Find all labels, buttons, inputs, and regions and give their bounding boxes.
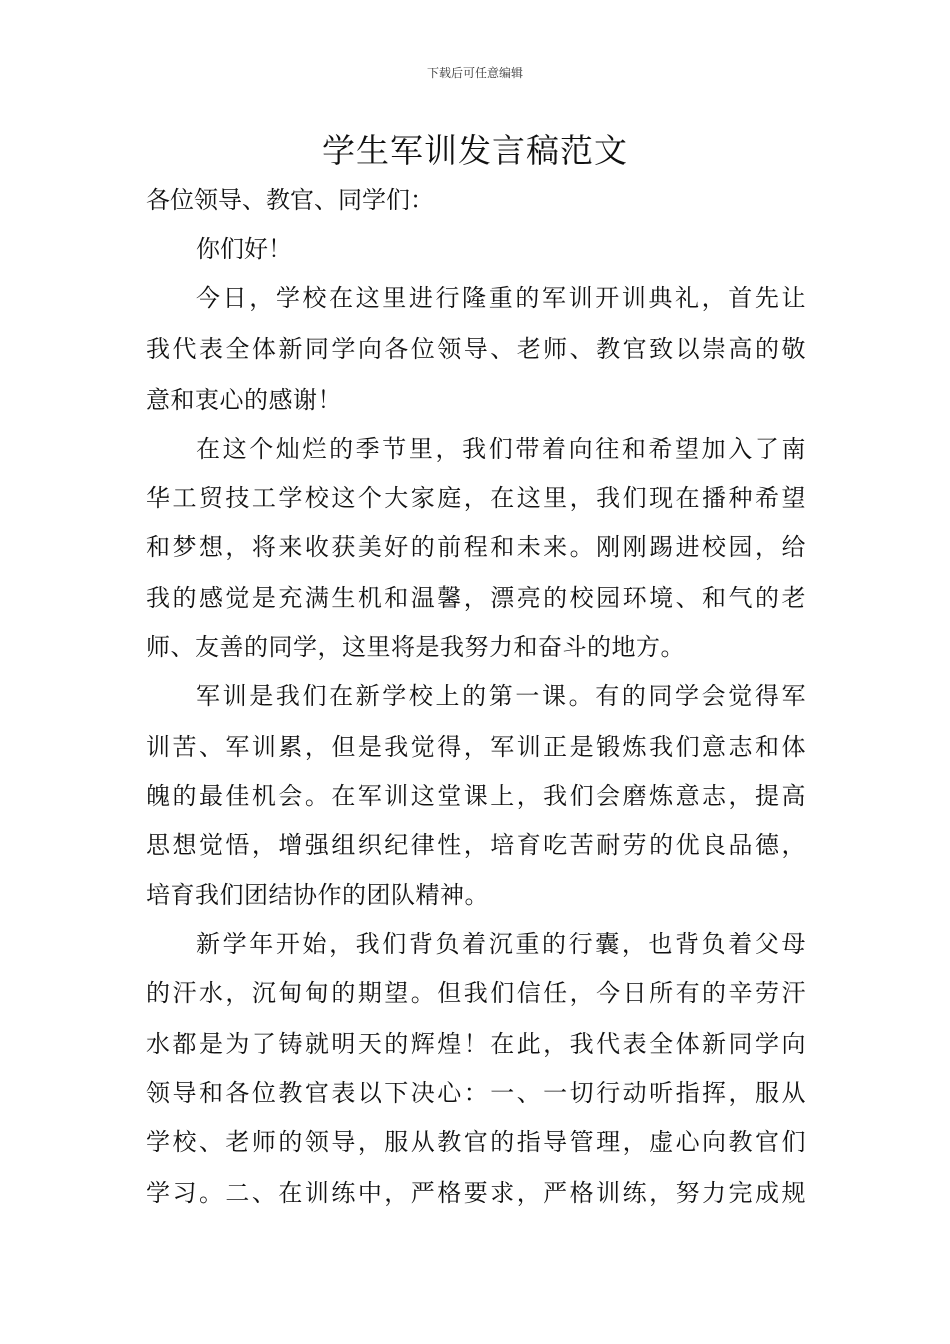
- paragraph-3-line-2: 训苦、军训累，但是我觉得，军训正是锻炼我们意志和体: [146, 733, 806, 761]
- paragraph-4-line-6: 学习。二、在训练中，严格要求，严格训练，努力完成规: [146, 1179, 806, 1207]
- paragraph-2-line-5: 师、友善的同学，这里将是我努力和奋斗的地方。: [146, 633, 685, 661]
- paragraph-2-line-4: 我的感觉是充满生机和温馨，漂亮的校园环境、和气的老: [146, 584, 806, 612]
- paragraph-4-line-3: 水都是为了铸就明天的辉煌！在此，我代表全体新同学向: [146, 1030, 806, 1058]
- document-title: 学生军训发言稿范文: [322, 131, 628, 170]
- paragraph-3-line-5: 培育我们团结协作的团队精神。: [146, 881, 489, 909]
- paragraph-1-line-3: 意和衷心的感谢！: [146, 386, 342, 414]
- greeting: 你们好！: [196, 235, 292, 263]
- header-note: 下载后可任意编辑: [426, 66, 523, 80]
- paragraph-4-line-5: 学校、老师的领导，服从教官的指导管理，虚心向教官们: [146, 1128, 806, 1156]
- paragraph-2-line-3: 和梦想，将来收获美好的前程和未来。刚刚踢进校园，给: [146, 533, 806, 561]
- paragraph-4-line-4: 领导和各位教官表以下决心：一、一切行动听指挥，服从: [146, 1079, 806, 1107]
- paragraph-3-line-3: 魄的最佳机会。在军训这堂课上，我们会磨炼意志，提高: [146, 782, 806, 810]
- paragraph-3-line-4: 思想觉悟，增强组织纪律性，培育吃苦耐劳的优良品德，: [146, 831, 806, 859]
- paragraph-2-line-2: 华工贸技工学校这个大家庭，在这里，我们现在播种希望: [146, 484, 806, 512]
- paragraph-4-line-2: 的汗水，沉甸甸的期望。但我们信任，今日所有的辛劳汗: [146, 979, 806, 1007]
- paragraph-2-line-1: 在这个灿烂的季节里，我们带着向往和希望加入了南: [196, 435, 806, 463]
- salutation: 各位领导、教官、同学们：: [146, 186, 434, 214]
- paragraph-1-line-1: 今日，学校在这里进行隆重的军训开训典礼，首先让: [196, 284, 806, 312]
- paragraph-1-line-2: 我代表全体新同学向各位领导、老师、教官致以崇高的敬: [146, 335, 806, 363]
- paragraph-4-line-1: 新学年开始，我们背负着沉重的行囊，也背负着父母: [196, 930, 806, 958]
- paragraph-3-line-1: 军训是我们在新学校上的第一课。有的同学会觉得军: [196, 682, 806, 710]
